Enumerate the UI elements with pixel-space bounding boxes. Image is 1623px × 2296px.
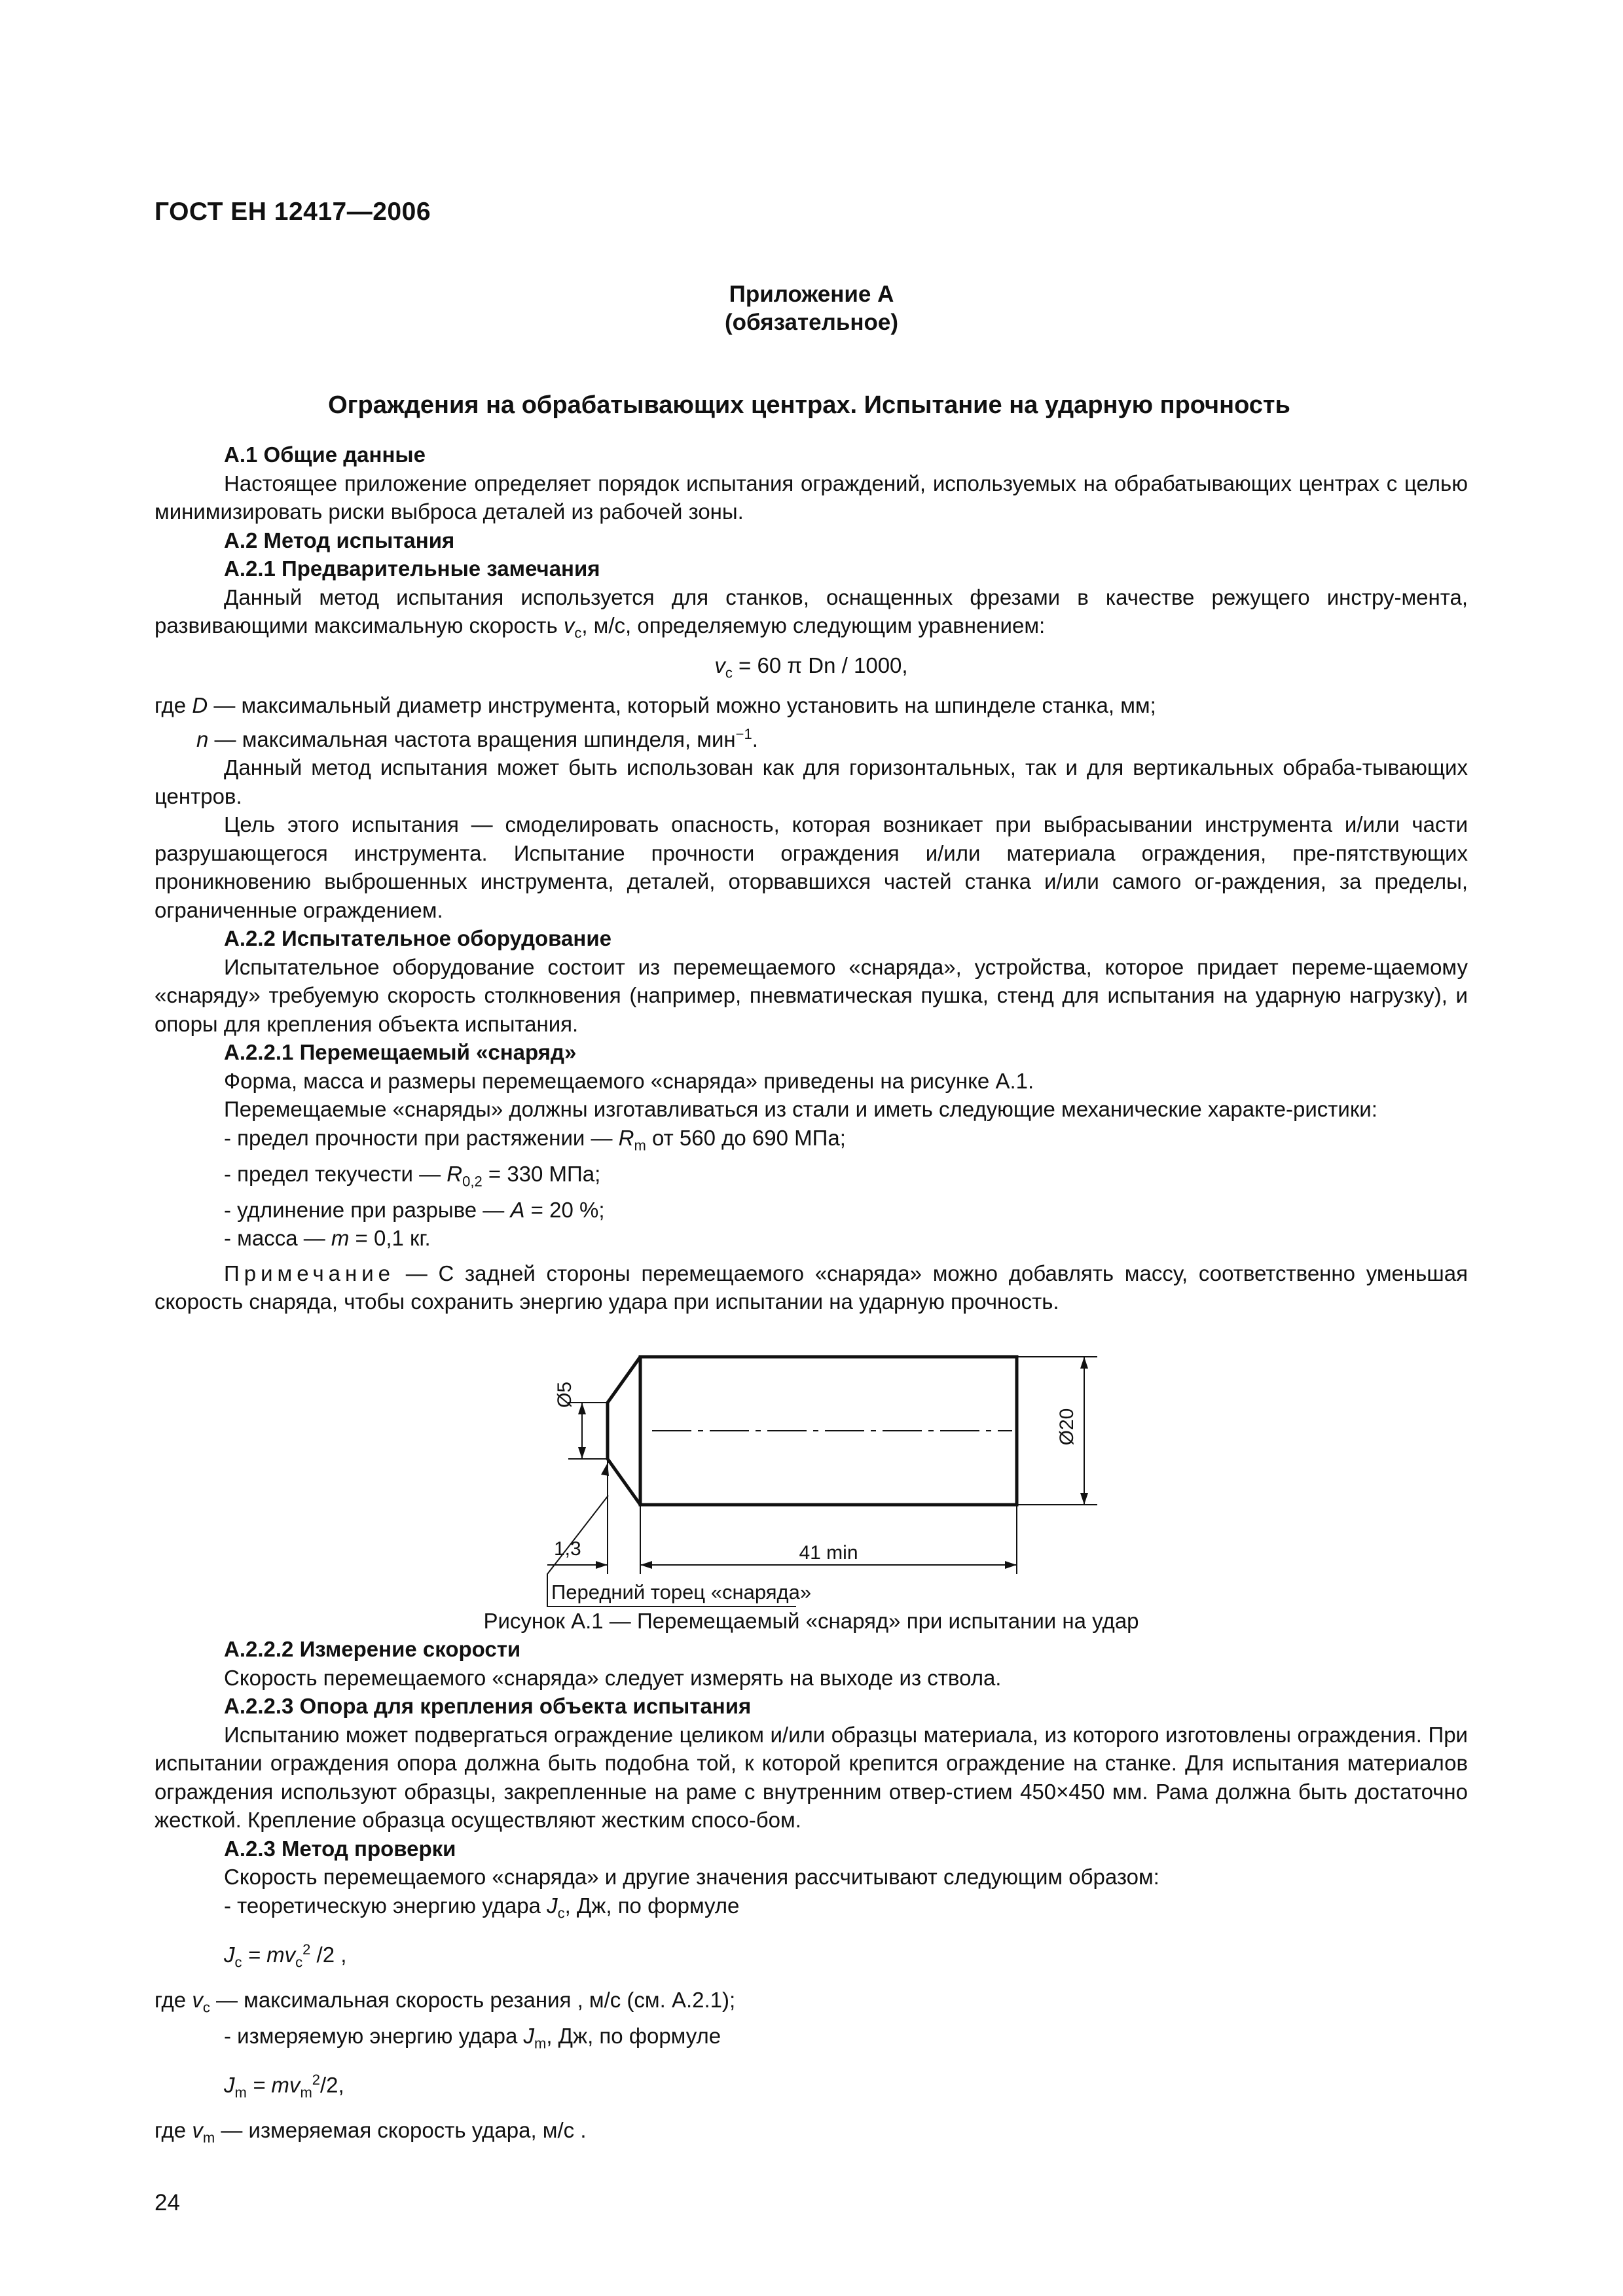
document-body	[155, 440, 1468, 2152]
paragraph: Скорость перемещаемого «снаряда» следует измерять на выходе из ствола.	[224, 1665, 1002, 1690]
paragraph: Перемещаемые «снаряды» должны изготавливаться из стали и иметь следующие механические характе-ристики:	[224, 1097, 1377, 1122]
paragraph: Испытательное оборудование состоит из перемещаемого «снаряда», устройства, которое придает переме-щаемому «снаряду» требуемую скорость столкновения (например, пневматическая пушка, стенд для испытания на ударную нагрузку), и опоры для крепления объекта испытания.	[155, 954, 1468, 1036]
where-clause: где $v_c$ — максимальная скорость резания , м/с (см. А.2.1);	[155, 1988, 736, 2016]
projectile-chamfer	[608, 1357, 640, 1505]
section-heading: А.1 Общие данные	[224, 442, 426, 467]
list-item: - предел прочности при растяжении — $R_m$ от 560 до 690 МПа;	[224, 1125, 846, 1154]
front-face-label: Передний торец «снаряда»	[551, 1580, 812, 1604]
annex-status: (обязательное)	[724, 310, 898, 335]
paragraph: Форма, масса и размеры перемещаемого «снаряда» приведены на рисунке А.1.	[224, 1068, 1034, 1093]
section-heading: А.2.3 Метод проверки	[224, 1836, 456, 1861]
figure-caption: Рисунок А.1 — Перемещаемый «снаряд» при испытании на удар	[483, 1608, 1139, 1633]
list-item: - измеряемую энергию удара $J_m$, Дж, по формуле	[224, 2024, 721, 2052]
list-item: - масса — m = 0,1 кг.	[224, 1226, 431, 1251]
paragraph: Настоящее приложение определяет порядок испытания ограждений, используемых на обрабатывающих центрах с целью минимизировать риски выброса деталей из рабочей зоны.	[155, 471, 1468, 524]
section-heading: А.2.2.1 Перемещаемый «снаряд»	[224, 1040, 577, 1065]
page-number: 24	[155, 2190, 180, 2215]
document-header: ГОСТ ЕН 12417—2006	[155, 198, 431, 226]
where-clause: где $v_m$ — измеряемая скорость удара, м/с .	[155, 2118, 587, 2146]
dimension-chamfer: 1,3	[554, 1537, 581, 1560]
section-heading: А.2 Метод испытания	[224, 528, 455, 552]
section-heading: А.2.2.2 Измерение скорости	[224, 1637, 521, 1662]
equation-cutting-speed: $v_c = 60$ π Dn / 1000,	[714, 653, 908, 681]
note-label: Примечание	[224, 1261, 395, 1285]
annex-label: Приложение А	[729, 281, 894, 307]
equation-measured-energy: $J_m = mv_m^2/2$,	[224, 2072, 344, 2101]
section-heading: А.2.2 Испытательное оборудование	[224, 926, 611, 951]
note: Примечание — С задней стороны перемещаемого «снаряда» можно добавлять массу, соответственно уменьшая скорость снаряда, чтобы сохранить энергию удара при испытании на ударную прочность.	[155, 1261, 1468, 1314]
figure-projectile	[155, 1332, 1468, 1607]
paragraph: Данный метод испытания может быть использован как для горизонтальных, так и для вертикальных обраба-тывающих центров.	[155, 755, 1468, 808]
where-clause: где D — максимальный диаметр инструмента, который можно установить на шпинделе станка, мм;	[155, 693, 1156, 718]
annex-title: Ограждения на обрабатывающих центрах. Испытание на ударную прочность	[328, 391, 1290, 419]
dimension-length: 41 min	[799, 1541, 858, 1564]
dimension-diameter-20: Ø20	[1056, 1408, 1078, 1446]
equation-theoretical-energy: $J_c = mv_c^2$ /2 ,	[224, 1941, 347, 1971]
list-item: - предел текучести — $R_{0,2} = 330$ МПа;	[224, 1161, 601, 1190]
list-item: - удлинение при разрыве — A = 20 %;	[224, 1197, 605, 1222]
paragraph: Испытанию может подвергаться ограждение целиком и/или образцы материала, из которого изготовлены ограждения. При испытании ограждения опора должна быть подобна той, к которой крепится ограждение на станке. Для испытания материалов ограждения используют образцы, закрепленные на раме с внутренним отвер-стием 450×450 мм. Рама должна быть достаточно жесткой. Крепление образца осуществляют жестким спосо-бом.	[155, 1722, 1468, 1833]
paragraph: Скорость перемещаемого «снаряда» и другие значения рассчитывают следующим образом:	[224, 1865, 1159, 1890]
list-item: - теоретическую энергию удара $J_c$, Дж, по формуле	[224, 1893, 740, 1922]
dimension-diameter-5: Ø5	[554, 1381, 575, 1408]
paragraph: Данный метод испытания используется для станков, оснащенных фрезами в качестве режущего инстру-мента, развивающими максимальную скорость $v_c$, м/с, определяемую следующим уравнением:	[155, 584, 1468, 641]
section-heading: А.2.2.3 Опора для крепления объекта испытания	[224, 1694, 752, 1719]
paragraph: Цель этого испытания — смоделировать опасность, которая возникает при выбрасывании инструмента и/или части разрушающегося инструмента. Испытание прочности ограждения и/или материала ограждения, пре-пятствующих проникновению выброшенных инструмента, деталей, оторвавшихся частей станка и/или самого ог-раждения, за пределы, ограниченные ограждением.	[155, 812, 1468, 922]
section-heading: А.2.1 Предварительные замечания	[224, 556, 600, 581]
where-clause: n — максимальная частота вращения шпинделя, мин$^{-1}$.	[196, 725, 758, 751]
